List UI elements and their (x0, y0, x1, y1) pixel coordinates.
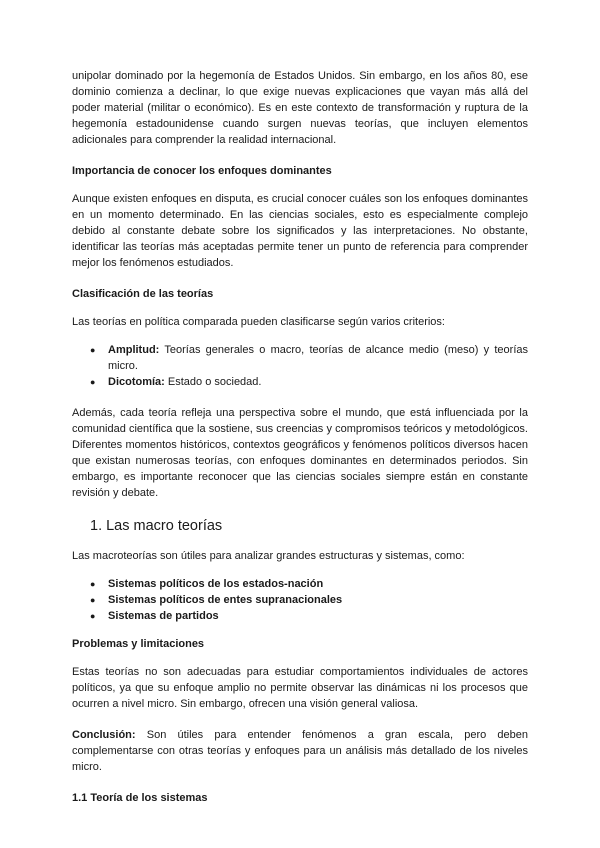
heading-problemas: Problemas y limitaciones (72, 638, 205, 650)
list-item (72, 374, 528, 390)
paragraph-clasificacion: Las teorías en política comparada pueden clasificarse según varios criterios: (72, 316, 445, 328)
bullet-icon: ● (90, 345, 96, 355)
list-item (72, 576, 528, 592)
paragraph-intro: unipolar dominado por la hegemonía de Estados Unidos. Sin embargo, en los años 80, ese dominio comienza a declinar, lo que exige nuevas explicaciones que vayan más allá del poder material (militar o económico). Es en este contexto de transformación y ruptura de la hegemonía estadounidense cuando surgen nuevas teorías, que incluyen elementos adicionales para comprender la realidad internacional. (72, 70, 528, 146)
list-item-text: Sistemas políticos de entes supranacionales (108, 594, 343, 606)
list-item-text: Teorías generales o macro, teorías de alcance medio (meso) y teorías micro. (108, 344, 528, 372)
conclusion-label: Conclusión: (72, 729, 136, 741)
section-heading-macro: 1. Las macro teorías (90, 518, 223, 534)
heading-teoria-sistemas: 1.1 Teoría de los sistemas (72, 792, 208, 804)
document-page (72, 68, 528, 806)
bullet-icon: ● (90, 377, 96, 387)
systems-list (72, 576, 528, 624)
heading-clasificacion: Clasificación de las teorías (72, 288, 214, 300)
paragraph-macro: Las macroteorías son útiles para analizar grandes estructuras y sistemas, como: (72, 550, 465, 562)
list-item-term: Amplitud: (108, 344, 160, 356)
bullet-icon: ● (90, 595, 96, 605)
paragraph-conclusion (72, 727, 528, 775)
bullet-icon: ● (90, 579, 96, 589)
bullet-icon: ● (90, 611, 96, 621)
list-item-term: Dicotomía: (108, 376, 165, 388)
criteria-list (72, 342, 528, 390)
list-item (72, 592, 528, 608)
paragraph-ademas: Además, cada teoría refleja una perspectiva sobre el mundo, que está influenciada por la comunidad científica que la sostiene, sus creencias y compromisos teóricos y metodológicos. Diferentes momentos históricos, contextos geográficos y fenómenos políticos diversos hacen que existan numerosas teorías, con enfoques dominantes en determinados periodos. Sin embargo, es importante reconocer que las ciencias sociales siempre están en constante revisión y debate. (72, 407, 528, 499)
list-item-text: Sistemas de partidos (108, 610, 219, 622)
conclusion-text: Son útiles para entender fenómenos a gran escala, pero deben complementarse con otras teorías y enfoques para un análisis más detallado de los niveles micro. (72, 729, 528, 773)
list-item (72, 608, 528, 624)
paragraph-importancia: Aunque existen enfoques en disputa, es crucial conocer cuáles son los enfoques dominantes en un momento determinado. En las ciencias sociales, esto es especialmente complejo debido al constante debate sobre los significados y las interpretaciones. No obstante, identificar las teorías más aceptadas permite tener un punto de referencia para comprender mejor los fenómenos estudiados. (72, 193, 528, 269)
list-item (72, 342, 528, 374)
list-item-text: Sistemas políticos de los estados-nación (108, 578, 324, 590)
paragraph-problemas: Estas teorías no son adecuadas para estudiar comportamientos individuales de actores políticos, ya que su enfoque amplio no permite observar las dinámicas ni los procesos que ocurren a nivel micro. Sin embargo, ofrecen una visión general valiosa. (72, 666, 528, 710)
list-item-text: Estado o sociedad. (164, 376, 262, 388)
heading-importancia: Importancia de conocer los enfoques dominantes (72, 165, 332, 177)
